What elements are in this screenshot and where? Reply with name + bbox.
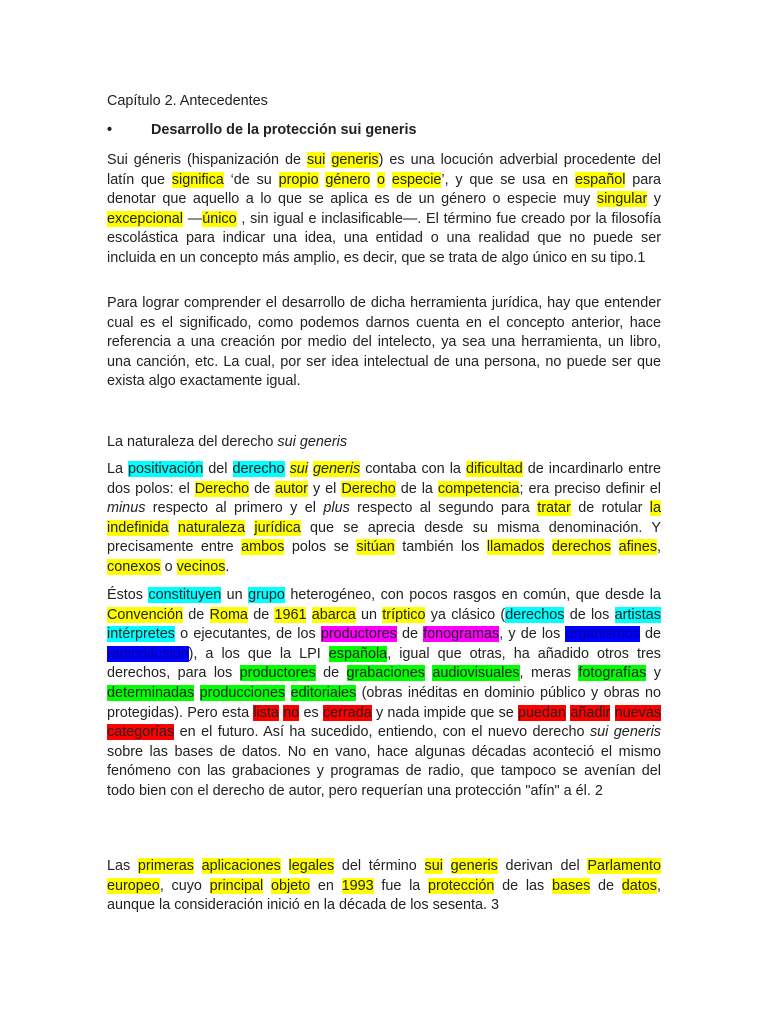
bullet-icon: • — [107, 122, 113, 138]
paragraph-4: Éstos constituyen un grupo heterogéneo, con pocos rasgos en común, que desde la Convención de Roma de 1961 abarca un tríptico ya clásico (derechos de los artistas intérpretes o ejecutantes, de los productores de fonogramas, y de los organismos de radiodifusión), a los que la LPI española, igual que otras, ha añadido otros tres derechos, para los productores de grabaciones audiovisuales, meras fotografías y determinadas producciones editoriales (obras inéditas en dominio público y obras no protegidas). Pero esta lista no es cerrada y nada impide que se puedan añadir nuevas categorías en el futuro. Así ha sucedido, entiendo, con el nuevo derecho sui generis sobre las bases de datos. No en vano, hace algunas décadas aconteció el mismo fenómeno con las grabaciones y programas de radio, que tampoco se avenían del todo bien con el derecho de autor, pero requerían una protección "afín" a él. 2 — [107, 587, 662, 799]
section-title: Desarrollo de la protección sui generis — [151, 122, 417, 138]
chapter-heading: Capítulo 2. Antecedentes — [107, 93, 268, 109]
paragraph-3: La positivación del derecho sui generis contaba con la dificultad de incardinarlo entre dos polos: el Derecho de autor y el Derecho de la competencia; era preciso definir el minus respecto al primero y el plus respecto al segundo para tratar de rotular la indefinida naturaleza jurídica que se aprecia desde su misma denominación. Y precisamente entre ambos polos se sitúan también los llamados derechos afines, conexos o vecinos. — [107, 461, 662, 575]
paragraph-5: Las primeras aplicaciones legales del término sui generis derivan del Parlamento europeo, cuyo principal objeto en 1993 fue la protección de las bases de datos, aunque la consideración inició en la década de los sesenta. 3 — [107, 858, 661, 914]
paragraph-1: Sui géneris (hispanización de sui generis) es una locución adverbial procedente del latín que significa ‘de su propio género o especie’, y que se usa en español para denotar que aquello a lo que se aplica es de un género o especie muy singular y excepcional —único , sin igual e inclasificable—. El término fue creado por la filosofía escolástica para indicar una idea, una entidad o una realidad que no puede ser incluida en un concepto más amplio, es decir, que se trata de algo único en su tipo.1 — [107, 152, 662, 266]
subsection-heading: La naturaleza del derecho sui generis — [107, 434, 348, 450]
paragraph-2: Para lograr comprender el desarrollo de dicha herramienta jurídica, hay que entender cual es el significado, como podemos darnos cuenta en el concepto anterior, hace referencia a una creación por medio del intelecto, ya sea una herramienta, un libro, una canción, etc. La cual, por ser idea intelectual de una persona, no puede ser que exista algo exactamente igual. — [107, 295, 661, 390]
